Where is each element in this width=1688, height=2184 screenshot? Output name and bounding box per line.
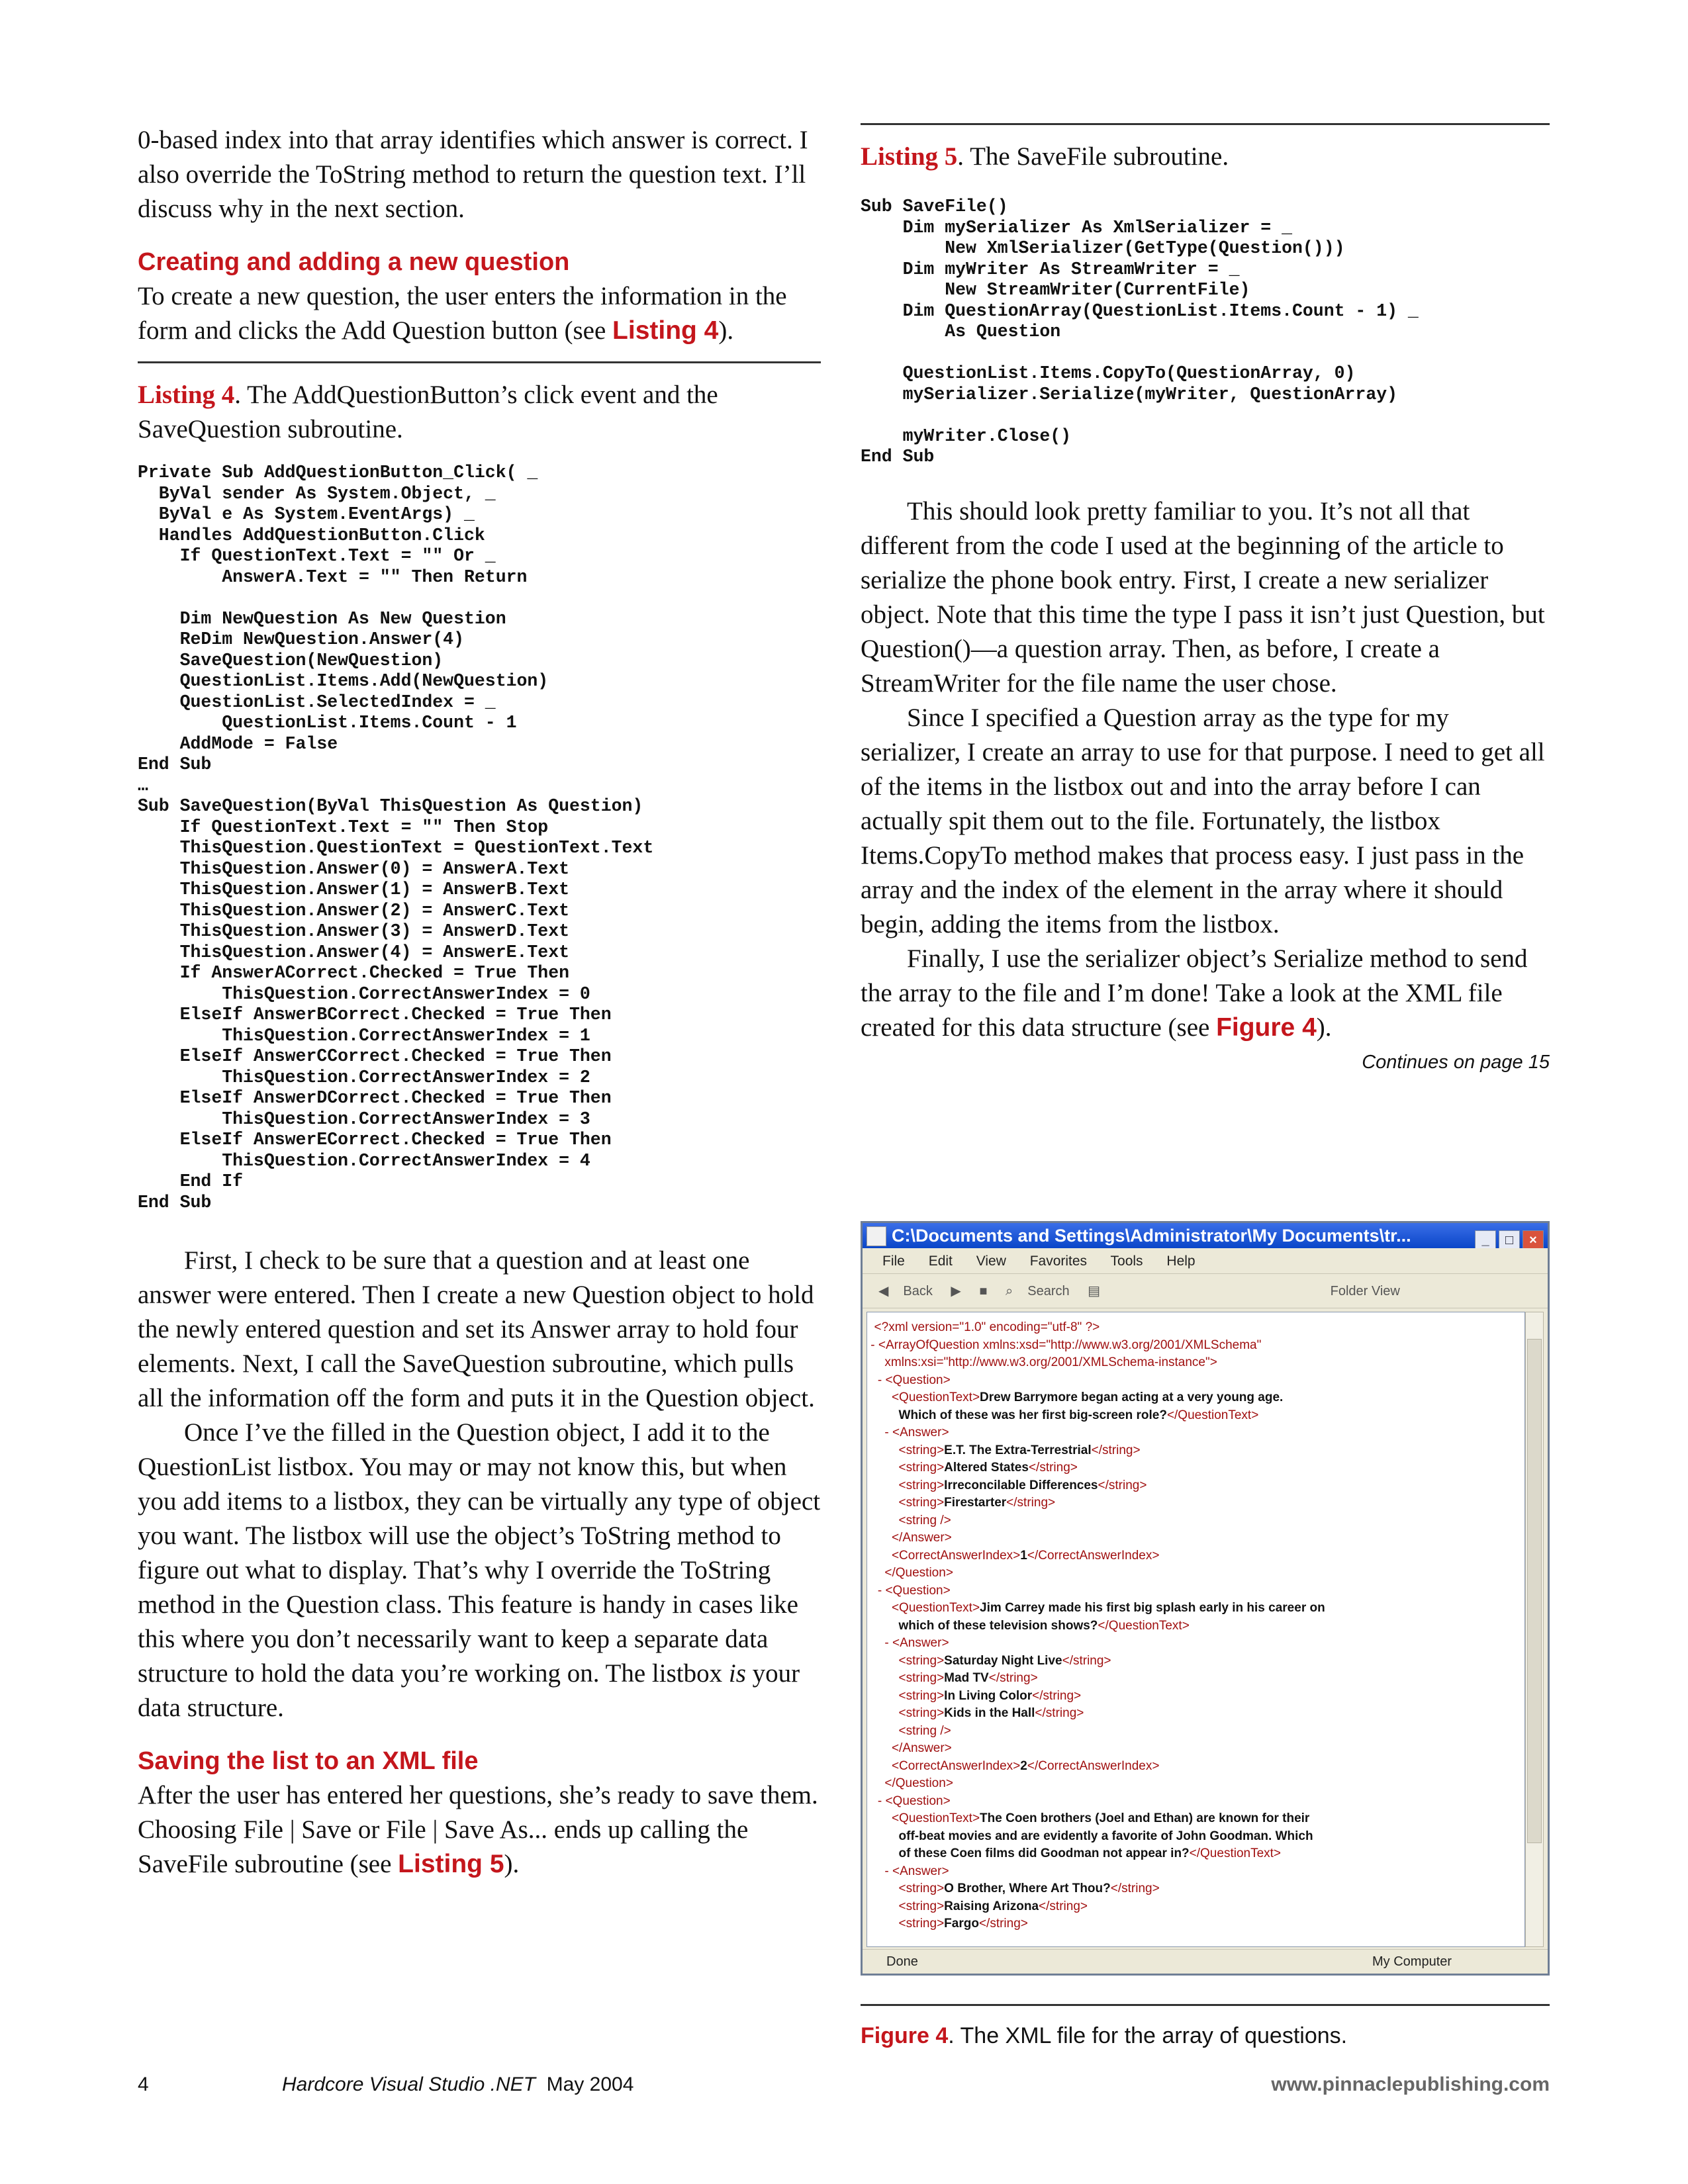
xml-line: <string>Mad TV</string> (867, 1671, 1038, 1685)
menu-help[interactable]: Help (1166, 1253, 1196, 1269)
xml-browser-window (861, 1221, 1550, 1976)
xml-line: xmlns:xsi="http://www.w3.org/2001/XMLSchema-instance"> (867, 1355, 1217, 1369)
status-zone: My Computer (1372, 1954, 1452, 1969)
xml-line: - <Answer> (867, 1636, 949, 1650)
status-bar (863, 1949, 1548, 1974)
intro-paragraph: 0-based index into that array identifies which answer is correct. I also override the ToString method to return the question text. I’ll discuss why in the next section. (138, 126, 808, 223)
maximize-icon[interactable]: □ (1499, 1230, 1520, 1248)
menu-bar (863, 1250, 1548, 1274)
back-icon[interactable]: ◀ (878, 1284, 889, 1298)
once-paragraph: Once I’ve the filled in the Question object, I add it to the QuestionList listbox. You may or may not know this, but when you add items to a listbox, they can be virtually any type of object you want. The listbox will use the object’s ToString method to figure out what to display. That’s why I override the ToString method in the Question class. This feature is handy in cases like this where you don’t necessarily want to keep a separate data structure to hold the data you’re working on. The listbox is your data structure. (138, 1418, 821, 1722)
menu-file[interactable]: File (882, 1253, 905, 1269)
left-column (138, 123, 821, 1882)
xml-line: Which of these was her first big-screen role?</QuestionText> (898, 1408, 1259, 1422)
right-column (861, 123, 1550, 1077)
xml-line: <string>Kids in the Hall</string> (867, 1706, 1084, 1720)
xml-line: of these Coen films did Goodman not appear in?</QuestionText> (898, 1846, 1282, 1860)
menu-favorites[interactable]: Favorites (1029, 1253, 1088, 1269)
menu-edit[interactable]: Edit (928, 1253, 953, 1269)
xml-tree (867, 1312, 1524, 1933)
xml-line: - <Question> (867, 1794, 951, 1808)
heading-saving-list: Saving the list to an XML file (138, 1747, 479, 1775)
xml-line: <string>In Living Color</string> (867, 1688, 1082, 1703)
listing4-code: Private Sub AddQuestionButton_Click( _ ByVal sender As System.Object, _ ByVal e As System.EventArgs) _ Handles AddQuestionButton.Click If QuestionText.Text = "" Or _ AnswerA.Text = "" Then Return Dim NewQuestion As New Question ReDim NewQuestion.Answer(4) SaveQuestion(NewQuestion) QuestionList.Items.Add(NewQuestion) QuestionList.SelectedIndex = _ QuestionList.Items.Count - 1 AddMode = False End Sub … Sub SaveQuestion(ByVal ThisQuestion As Question) If QuestionText.Text = "" Then Stop ThisQuestion.QuestionText = QuestionText.Text ThisQuestion.Answer(0) = AnswerA.Text ThisQuestion.Answer(1) = AnswerB.Text ThisQuestion.Answer(2) = AnswerC.Text ThisQuestion.Answer(3) = AnswerD.Text ThisQuestion.Answer(4) = AnswerE.Text If AnswerACorrect.Checked = True Then ThisQuestion.CorrectAnswerIndex = 0 ElseIf AnswerBCorrect.Checked = True Then ThisQuestion.CorrectAnswerIndex = 1 ElseIf AnswerCCorrect.Checked = True Then ThisQuestion.CorrectAnswerIndex = 2 ElseIf AnswerDCorrect.Checked = True Then ThisQuestion.CorrectAnswerIndex = 3 ElseIf AnswerECorrect.Checked = True Then ThisQuestion.CorrectAnswerIndex = 4 End If End Sub (138, 463, 654, 1212)
xml-line: <CorrectAnswerIndex>1</CorrectAnswerIndex> (867, 1548, 1160, 1563)
finally-paragraph: Finally, I use the serializer object’s Serialize method to send the array to the file and I’m done! Take a look at the XML file created for this data structure (see Figure 4). (861, 944, 1528, 1042)
xml-line: <string>Altered States</string> (867, 1461, 1078, 1475)
xml-line: <string>O Brother, Where Art Thou?</string> (867, 1882, 1160, 1895)
xml-line: <QuestionText>Jim Carrey made his first big splash early in his career on (867, 1601, 1325, 1615)
menu-tools[interactable]: Tools (1110, 1253, 1143, 1269)
xml-line: <string>Raising Arizona</string> (867, 1899, 1088, 1913)
listing4-caption: Listing 4. The AddQuestionButton’s click event and the SaveQuestion subroutine. (138, 381, 718, 443)
xml-line: </Answer> (867, 1531, 952, 1545)
first-paragraph: First, I check to be sure that a question and at least one answer were entered. Then I create a new Question object to hold the newly entered question and set its Answer array to hold four elements. Next, I call the SaveQuestion subroutine, which pulls all the information off the form and puts it in the Question object. (138, 1246, 815, 1412)
xml-line: which of these television shows?</QuestionText> (898, 1618, 1190, 1633)
page-number: 4 (138, 2073, 149, 2095)
familiar-paragraph: This should look pretty familiar to you. It’s not all that different from the code I used at the beginning of the article to serialize the phone book entry. First, I create a new serializer object. Note that this time the type I pass it isn’t just Question, but Question()—a question array. Then, as before, I create a StreamWriter for the file name the user chose. (861, 496, 1545, 698)
window-controls (1472, 1226, 1544, 1248)
scroll-thumb[interactable] (1527, 1339, 1542, 1843)
window-titlebar[interactable] (863, 1223, 1548, 1248)
xml-line: <QuestionText>Drew Barrymore began acting at a very young age. (867, 1390, 1284, 1404)
listing5-link[interactable]: Listing 5 (398, 1850, 504, 1878)
search-icon[interactable]: ⌕ (1006, 1284, 1013, 1298)
forward-icon[interactable]: ▶ (951, 1284, 961, 1298)
folder-view-button[interactable]: Folder View (1330, 1284, 1400, 1298)
xml-content-pane (867, 1312, 1525, 1947)
xml-line: - <Question> (867, 1583, 951, 1598)
xml-line: <string>Irreconcilable Differences</string> (867, 1478, 1147, 1492)
xml-line: </Question> (867, 1566, 953, 1580)
toolbar (863, 1275, 1548, 1308)
save-paragraph: After the user has entered her questions, she’s ready to save them. Choosing File | Save or File | Save As... ends up calling the SaveFile subroutine (see Listing 5). (138, 1781, 818, 1878)
minimize-icon[interactable]: _ (1475, 1230, 1496, 1248)
continues-note: Continues on page 15 (1362, 1051, 1550, 1073)
create-paragraph: To create a new question, the user enters the information in the form and clicks the Add Question button (see Listing 4). (138, 282, 787, 345)
xml-line: <?xml version="1.0" encoding="utf-8" ?> (867, 1320, 1100, 1334)
menu-view[interactable]: View (976, 1253, 1006, 1269)
figure4-block (861, 2004, 1550, 2052)
window-title: C:\Documents and Settings\Administrator\My Documents\tr... (892, 1226, 1411, 1246)
xml-line: - <ArrayOfQuestion xmlns:xsd="http://www.w3.org/2001/XMLSchema" (867, 1338, 1262, 1352)
magazine-issue: Hardcore Visual Studio .NET May 2004 (282, 2073, 634, 2095)
heading-creating-question: Creating and adding a new question (138, 248, 570, 276)
page-footer (138, 2073, 1550, 2103)
search-button[interactable]: Search (1027, 1284, 1070, 1298)
xml-line: </Question> (867, 1776, 953, 1790)
xml-line: - <Question> (867, 1373, 951, 1387)
close-icon[interactable]: × (1523, 1230, 1544, 1248)
xml-line: - <Answer> (867, 1426, 949, 1439)
figure4-caption: Figure 4. The XML file for the array of questions. (861, 2023, 1348, 2048)
xml-line: </Answer> (867, 1741, 952, 1755)
xml-line: <string /> (867, 1513, 951, 1527)
xml-line: off-beat movies and are evidently a favorite of John Goodman. Which (898, 1829, 1313, 1843)
vertical-scrollbar[interactable] (1525, 1312, 1544, 1947)
listing4-link[interactable]: Listing 4 (612, 316, 719, 345)
xml-line: <string>Firestarter</string> (867, 1496, 1056, 1510)
since-paragraph: Since I specified a Question array as the type for my serializer, I create an array to use for that purpose. I need to get all of the items in the listbox out and into the array before I can actually spit them out to the file. Fortunately, the listbox Items.CopyTo method makes that process easy. I just pass in the array and the index of the element in the array where it should begin, adding the items from the listbox. (861, 703, 1545, 938)
xml-line: - <Answer> (867, 1864, 949, 1878)
publisher-url[interactable]: www.pinnaclepublishing.com (1271, 2073, 1550, 2095)
xml-line: <string>Saturday Night Live</string> (867, 1653, 1111, 1668)
xml-line: <CorrectAnswerIndex>2</CorrectAnswerIndex> (867, 1758, 1160, 1773)
ie-document-icon (867, 1226, 886, 1246)
listing5-caption: Listing 5. The SaveFile subroutine. (861, 142, 1229, 171)
xml-line: <string>E.T. The Extra-Terrestrial</string> (867, 1443, 1141, 1457)
stop-icon[interactable]: ■ (979, 1284, 988, 1298)
xml-line: <string>Fargo</string> (867, 1917, 1028, 1931)
figure4-link[interactable]: Figure 4 (1216, 1013, 1317, 1042)
xml-line: <QuestionText>The Coen brothers (Joel and Ethan) are known for their (867, 1811, 1310, 1825)
status-done: Done (886, 1954, 918, 1969)
folders-icon[interactable]: ▤ (1088, 1284, 1101, 1298)
xml-line: <string /> (867, 1723, 951, 1738)
listing5-code: Sub SaveFile() Dim mySerializer As XmlSerializer = _ New XmlSerializer(GetType(Question())) Dim myWriter As StreamWriter = _ New StreamWriter(CurrentFile) Dim QuestionArray(QuestionList.Items.Count - 1) _ As Question QuestionList.Items.CopyTo(QuestionArray, 0) mySerializer.Serialize(myWriter, QuestionArray) myWriter.Close() End Sub (861, 197, 1419, 467)
back-button[interactable]: Back (903, 1284, 933, 1298)
